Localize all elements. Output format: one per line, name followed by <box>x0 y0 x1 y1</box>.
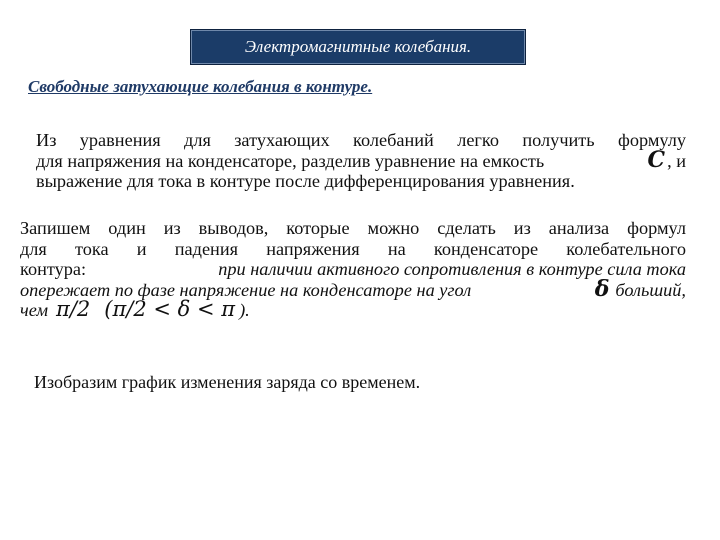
paragraph-italic-text: чем <box>20 300 49 320</box>
paragraph-graph-intro: Изобразим график изменения заряда со временем. <box>34 372 421 392</box>
section-subtitle: Свободные затухающие колебания в контуре. <box>28 77 373 96</box>
paragraph-italic-text: при наличии активного сопротивления в контуре сила тока <box>218 259 686 279</box>
paragraph-line: Запишем один из выводов, которые можно сделать из анализа формул <box>20 218 686 238</box>
paragraph-italic-text: опережает по фазе напряжение на конденсаторе на угол <box>20 279 472 300</box>
banner-title: Электромагнитные колебания. <box>244 37 472 56</box>
phase-range-formula: (π/2 < δ < π <box>104 297 236 321</box>
capacitance-symbol: C <box>647 146 666 173</box>
slide-title-banner <box>190 29 526 65</box>
paragraph-italic-text: ). <box>239 300 250 320</box>
paragraph-text: , и <box>667 150 686 171</box>
paragraph-line <box>20 297 686 321</box>
paragraph-line: для тока и падения напряжения на конденсаторе колебательного <box>20 238 686 259</box>
paragraph-line: Из уравнения для затухающих колебаний легко получить формулу <box>36 130 686 150</box>
paragraph-italic-text: больший, <box>615 279 686 300</box>
paragraph-conclusion <box>20 218 686 321</box>
paragraph-text: для напряжения на конденсаторе, разделив уравнение на емкость <box>36 150 545 171</box>
paragraph-line <box>20 259 686 280</box>
paragraph-line <box>36 146 686 173</box>
delta-symbol: δ <box>594 275 610 302</box>
paragraph-line: выражение для тока в контуре после дифференцирования уравнения. <box>36 171 575 191</box>
delta-symbol-group <box>589 275 686 302</box>
capacitance-symbol-group <box>646 146 686 173</box>
paragraph-text: контура: <box>20 259 87 279</box>
pi-half-formula: π/2 <box>56 297 91 321</box>
paragraph-derivation <box>36 130 686 192</box>
